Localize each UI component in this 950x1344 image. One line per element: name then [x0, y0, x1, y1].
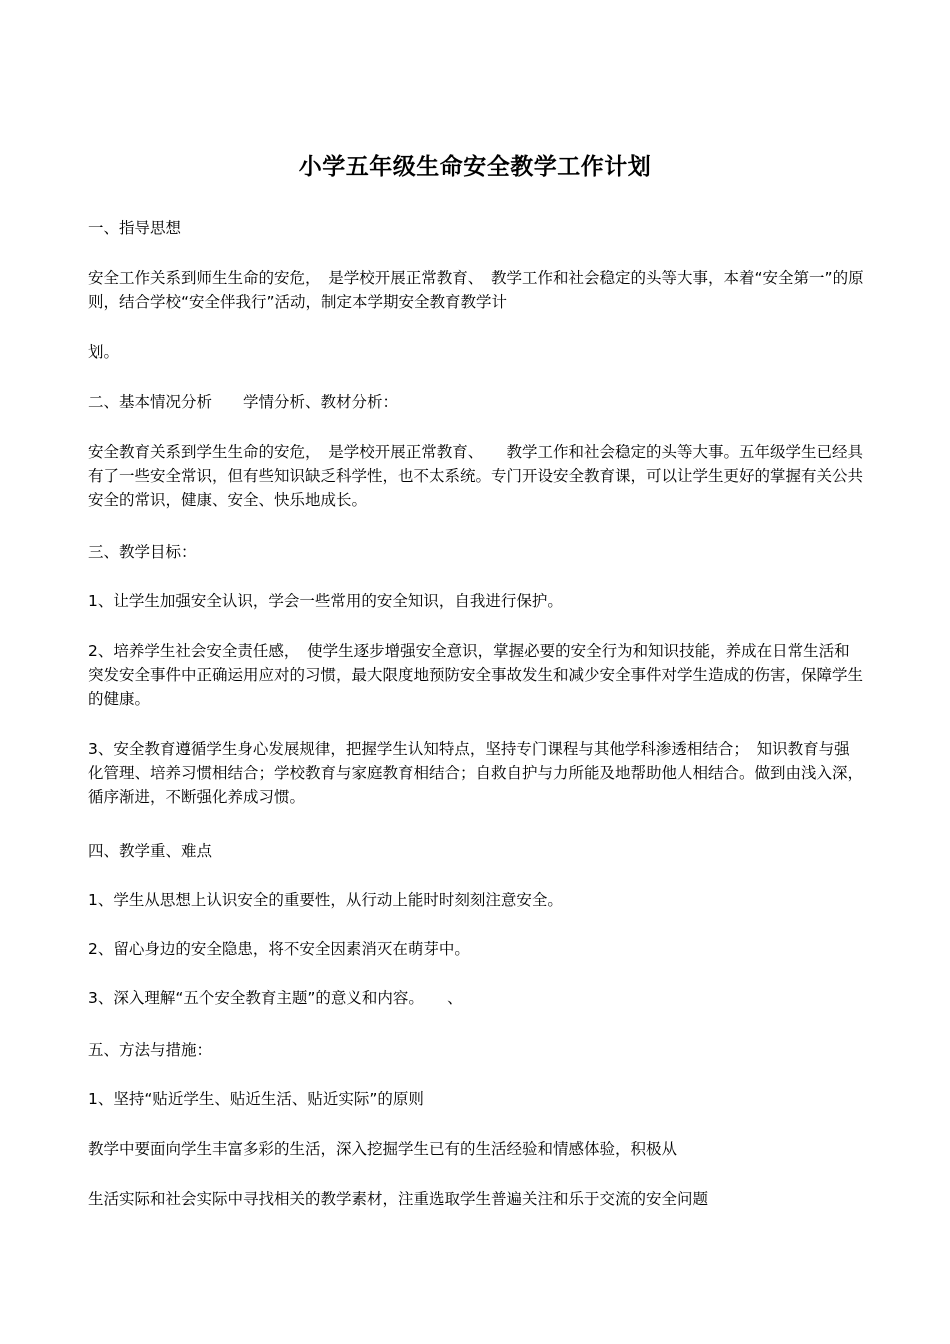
- section-heading-5: 五、方法与措施：: [88, 1041, 213, 1059]
- list-item: 2、培养学生社会安全责任感， 使学生逐步增强安全意识，掌握必要的安全行为和知识技能，养成在日常生活和突发安全事件中正确运用应对的习惯，最大限度地预防安全事故发生和减少安全事件对学生造成的伤害，保障学生的健康。: [88, 642, 864, 708]
- document-title: 小学五年级生命安全教学工作计划: [298, 154, 652, 180]
- list-item: 3、安全教育遵循学生身心发展规律，把握学生认知特点，坚持专门课程与其他学科渗透相结合； 知识教育与强化管理、培养习惯相结合；学校教育与家庭教育相结合；自救自护与力所能及地帮助他人相结合。做到由浅入深，循序渐进，不断强化养成习惯。: [88, 740, 864, 806]
- body-paragraph: 教学中要面向学生丰富多彩的生活，深入挖掘学生已有的生活经验和情感体验，积极从: [88, 1140, 678, 1158]
- body-paragraph: 安全教育关系到学生生命的安危， 是学校开展正常教育、 教学工作和社会稳定的头等大事。五年级学生已经具有了一些安全常识，但有些知识缺乏科学性，也不太系统。专门开设安全教育课，可以让学生更好的掌握有关公共安全的常识，健康、安全、快乐地成长。: [88, 443, 864, 509]
- list-item: 1、让学生加强安全认识，学会一些常用的安全知识，自我进行保护。: [88, 592, 563, 610]
- section-heading-4: 四、教学重、难点: [88, 842, 213, 860]
- section-heading-3: 三、教学目标：: [88, 543, 197, 561]
- section-heading-1: 一、指导思想: [88, 219, 182, 237]
- body-paragraph: 安全工作关系到师生生命的安危， 是学校开展正常教育、 教学工作和社会稳定的头等大事，本着“安全第一”的原则，结合学校“安全伴我行”活动，制定本学期安全教育教学计: [88, 269, 864, 311]
- section-heading-2: 二、基本情况分析 学情分析、教材分析：: [88, 393, 399, 411]
- list-item: 1、坚持“贴近学生、贴近生活、贴近实际”的原则: [88, 1090, 424, 1108]
- body-paragraph: 生活实际和社会实际中寻找相关的教学素材，注重选取学生普遍关注和乐于交流的安全问题: [88, 1190, 709, 1208]
- list-item: 2、留心身边的安全隐患，将不安全因素消灭在萌芽中。: [88, 940, 470, 958]
- list-item: 1、学生从思想上认识安全的重要性，从行动上能时时刻刻注意安全。: [88, 891, 563, 909]
- body-paragraph: 划。: [88, 343, 120, 361]
- list-item: 3、深入理解“五个安全教育主题”的意义和内容。 、: [88, 989, 463, 1007]
